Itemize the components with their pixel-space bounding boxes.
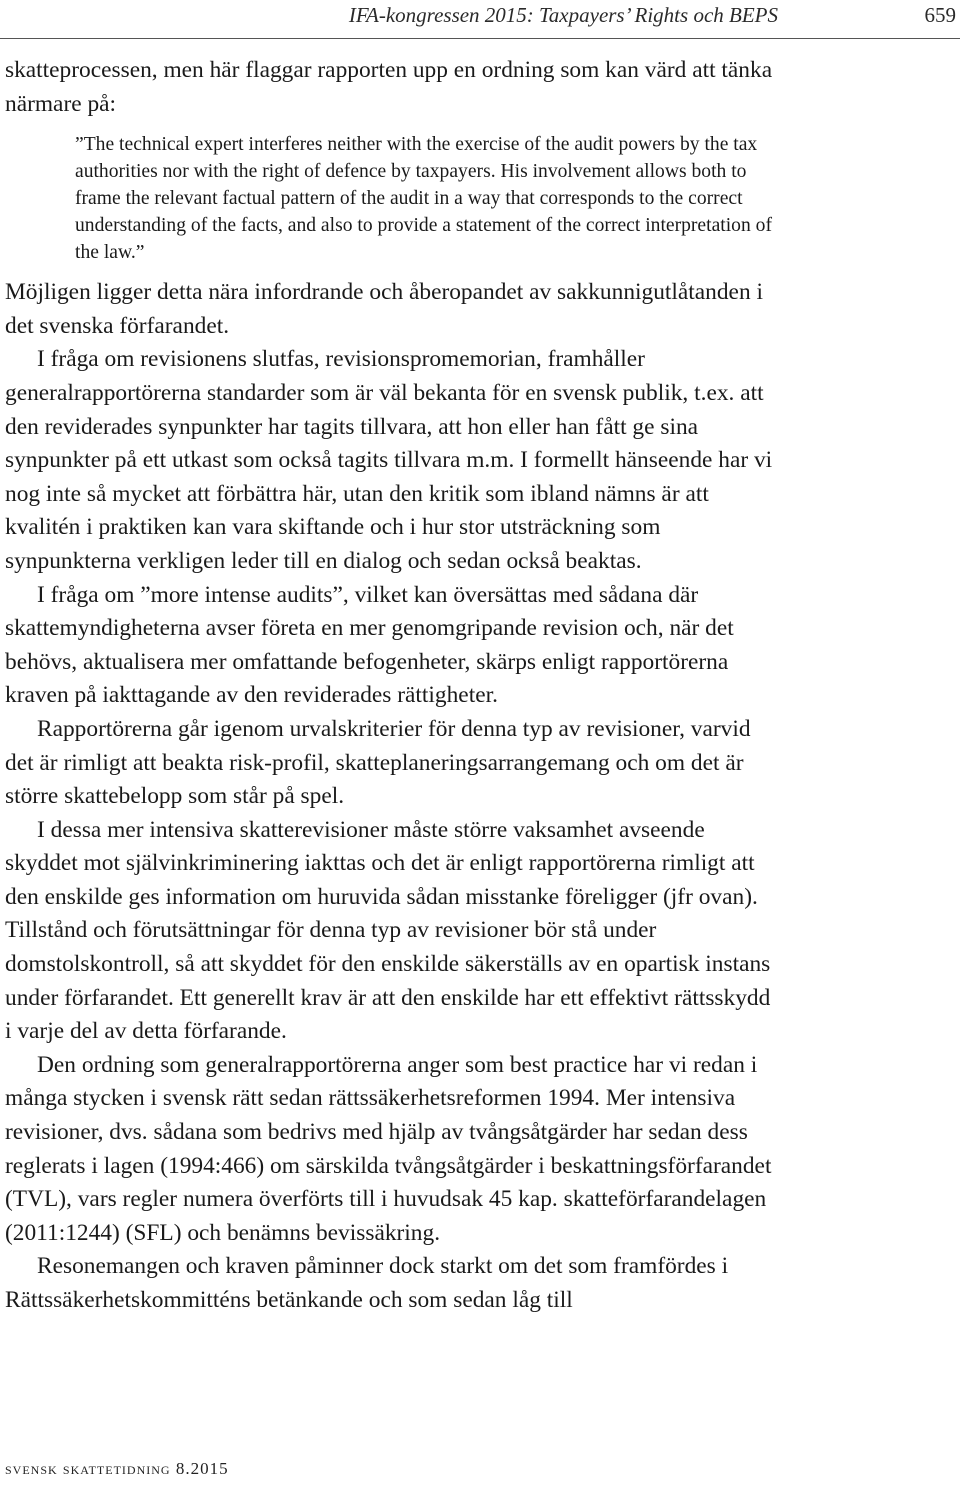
running-header-title: IFA-kongressen 2015: Taxpayers’ Rights och BEPS [348,3,778,27]
paragraph: I fråga om revisionens slutfas, revisionspromemorian, framhåller generalrapportörerna standarder som är väl bekanta för en svensk publik, t.ex. att den reviderades synpunkter har tagits tillvara, att hon eller han fått ge sina synpunkter på ett utkast som också tagits tillvara m.m. I formellt hänseende har vi nog inte så mycket att förbättra här, utan den kritik som ibland nämns är att kvalitén i praktiken kan vara skiftande och i hur stor utsträckning som synpunkterna verkligen leder till en dialog och sedan också beaktas. [5,346,773,574]
paragraph: I fråga om ”more intense audits”, vilket kan översättas med sådana där skattemyndigheterna avser företa en mer genomgripande revision och, när det behövs, aktualisera mer omfattande befogenheter, skärps enligt rapportörerna kraven på iakttagande av den reviderades rättigheter. [5,581,734,709]
paragraph: Möjligen ligger detta nära infordrande och åberopandet av sakkunnigutlåtanden i det svenska förfarandet. [5,279,763,339]
paragraph: Den ordning som generalrapportörerna anger som best practice har vi redan i många stycken i svensk rätt sedan rättssäkerhetsreformen 1994. Mer intensiva revisioner, dvs. sådana som bedrivs med hjälp av tvångsåtgärder har sedan dess reglerats i lagen (1994:466) om särskilda tvångsåtgärder i beskattningsförfarandet (TVL), vars regler numera överförts till i huvudsak 45 kap. skatteförfarandelagen (2011:1244) (SFL) och benämns bevissäkring. [5,1051,772,1246]
paragraph: Resonemangen och kraven påminner dock starkt om det som framfördes i Rättssäkerhetskommitténs betänkande och som sedan låg till [5,1253,729,1313]
block-quote: ”The technical expert interferes neither with the exercise of the audit powers by the tax authorities nor with the right of defence by taxpayers. His involvement allows both to frame the relevant factual pattern of the audit in a way that corresponds to the correct understanding of the facts, and also to provide a statement of the correct interpretation of the law.” [75,134,772,264]
paragraph: Rapportörerna går igenom urvalskriterier för denna typ av revisioner, varvid det är rimligt att beakta risk-profil, skatteplaneringsarrangemang och om det är större skattebelopp som står på spel. [5,715,751,810]
body-text [5,54,780,1318]
intro-paragraph: skatteprocessen, men här flaggar rapporten upp en ordning som kan värd att tänka närmare på: [5,57,773,117]
paragraph: I dessa mer intensiva skatterevisioner måste större vaksamhet avseende skyddet mot självinkriminering iakttas och det är enligt rapportörerna rimligt att den enskilde ges information om huruvida sådan misstanke föreligger (jfr ovan). Tillstånd och förutsättningar för denna typ av revisioner bör stå under domstolskontroll, så att skyddet för den enskilde säkerställs av en opartisk instans under förfarandet. Ett generellt krav är att den enskilde har ett effektivt rättsskydd i varje del av detta förfarande. [5,816,771,1045]
running-header [0,0,960,39]
journal-footer: svensk skattetidning 8.2015 [5,1459,229,1478]
page-number: 659 [924,3,956,27]
